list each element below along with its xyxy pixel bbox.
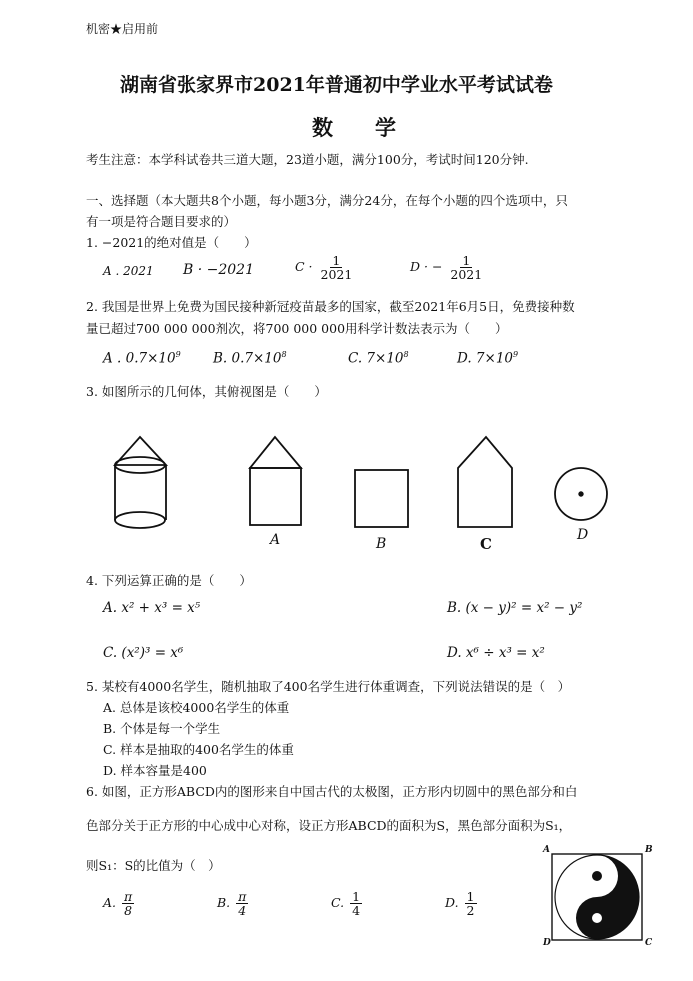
q6-d-den: 2 — [466, 903, 475, 919]
exam-notice: 考生注意：本学科试卷共三道大题，23道小题，满分100分，考试时间120分钟. — [86, 152, 529, 167]
option-b-figure — [355, 470, 408, 527]
q2-d-exp: 9 — [513, 350, 519, 359]
q6-line1: 6. 如图，正方形ABCD内的图形来自中国古代的太极图，正方形内切圆中的黑色部分和白 — [86, 784, 578, 799]
q4-option-c: C. (x²)³ = x⁶ — [103, 645, 184, 661]
q3-label-a: A — [270, 532, 281, 548]
subject-title: 数 学 — [312, 115, 396, 140]
q6-c-label: C. — [331, 895, 345, 911]
taiji-label-c: C — [645, 938, 653, 948]
q1-c-num: 1 — [332, 253, 341, 268]
q2-a-base: A . 0.7×10 — [103, 350, 176, 367]
q6-option-d — [445, 890, 479, 917]
section1-line2: 有一项是符合题目要求的） — [86, 214, 237, 229]
q2-c-exp: 8 — [403, 350, 409, 359]
option-c-figure — [458, 437, 512, 527]
q6-a-den: 8 — [124, 903, 133, 919]
q6-option-b — [217, 890, 250, 917]
q2-d-base: D. 7×10 — [457, 350, 514, 367]
q6-line2: 色部分关于正方形的中心成中心对称，设正方形ABCD的面积为S，黑色部分面积为S₁， — [86, 818, 572, 833]
q1-d-den: 2021 — [450, 267, 483, 283]
q2-line2: 量已超过700 000 000剂次，将700 000 000用科学计数法表示为（ ） — [86, 321, 508, 336]
taiji-label-d: D — [543, 938, 551, 948]
taiji-label-b: B — [645, 845, 653, 855]
q3-label-c: C — [480, 535, 492, 553]
q5-stem: 5. 某校有4000名学生，随机抽取了400名学生进行体重调查，下列说法错误的是（ ） — [86, 679, 571, 694]
option-d-figure — [555, 468, 607, 520]
q1-option-b: B · −2021 — [183, 262, 254, 278]
q6-option-c — [331, 890, 364, 917]
q5-option-c: C. 样本是抽取的400名学生的体重 — [103, 742, 294, 757]
q6-d-num: 1 — [466, 889, 475, 904]
q4-option-b: B. (x − y)² = x² − y² — [447, 600, 583, 616]
taiji-label-a: A — [543, 845, 550, 855]
q1-c-label: C · — [295, 259, 313, 275]
q3-label-d: D — [577, 527, 589, 543]
q1-stem: 1. −2021的绝对值是（ ） — [86, 235, 257, 250]
q2-line1: 2. 我国是世界上免费为国民接种新冠疫苗最多的国家，截至2021年6月5日，免费接种数 — [86, 299, 575, 314]
q5-option-d: D. 样本容量是400 — [103, 763, 207, 778]
q6-c-num: 1 — [352, 889, 361, 904]
q5-option-a: A. 总体是该校4000名学生的体重 — [103, 700, 290, 715]
q6-b-label: B. — [217, 895, 231, 911]
black-dot — [592, 871, 602, 881]
secret-label: 机密★启用前 — [86, 22, 159, 36]
q6-b-den: 4 — [238, 903, 247, 919]
q4-stem: 4. 下列运算正确的是（ ） — [86, 573, 252, 588]
option-a-figure — [250, 437, 301, 525]
q1-d-num: 1 — [462, 253, 471, 268]
exam-title: 湖南省张家界市2021年普通初中学业水平考试试卷 — [120, 74, 553, 96]
q3-stem: 3. 如图所示的几何体，其俯视图是（ ） — [86, 384, 327, 399]
q1-option-a: A . 2021 — [103, 264, 154, 278]
q3-label-b: B — [376, 536, 387, 552]
q6-line3: 则S₁：S的比值为（ ） — [86, 858, 221, 873]
q4-option-a: A. x² + x³ = x⁵ — [103, 600, 201, 616]
q5-option-b: B. 个体是每一个学生 — [103, 721, 221, 736]
q2-b-exp: 8 — [281, 350, 287, 359]
cone-cylinder-figure — [115, 437, 166, 528]
q6-option-a — [103, 890, 136, 917]
q1-d-label: D · − — [410, 259, 443, 275]
q4-option-d: D. x⁶ ÷ x³ = x² — [447, 645, 545, 661]
q6-a-label: A. — [103, 895, 117, 911]
q6-a-num: π — [124, 889, 133, 904]
q2-b-base: B. 0.7×10 — [213, 350, 282, 367]
q2-c-base: C. 7×10 — [348, 350, 404, 367]
q1-c-den: 2021 — [320, 267, 353, 283]
q6-c-den: 4 — [352, 903, 361, 919]
white-dot — [592, 913, 602, 923]
taiji-figure — [551, 853, 643, 941]
q6-b-num: π — [238, 889, 247, 904]
section1-line1: 一、选择题（本大题共8个小题，每小题3分，满分24分，在每个小题的四个选项中，只 — [86, 193, 568, 208]
q6-d-label: D. — [445, 895, 459, 911]
q2-a-exp: 9 — [175, 350, 181, 359]
